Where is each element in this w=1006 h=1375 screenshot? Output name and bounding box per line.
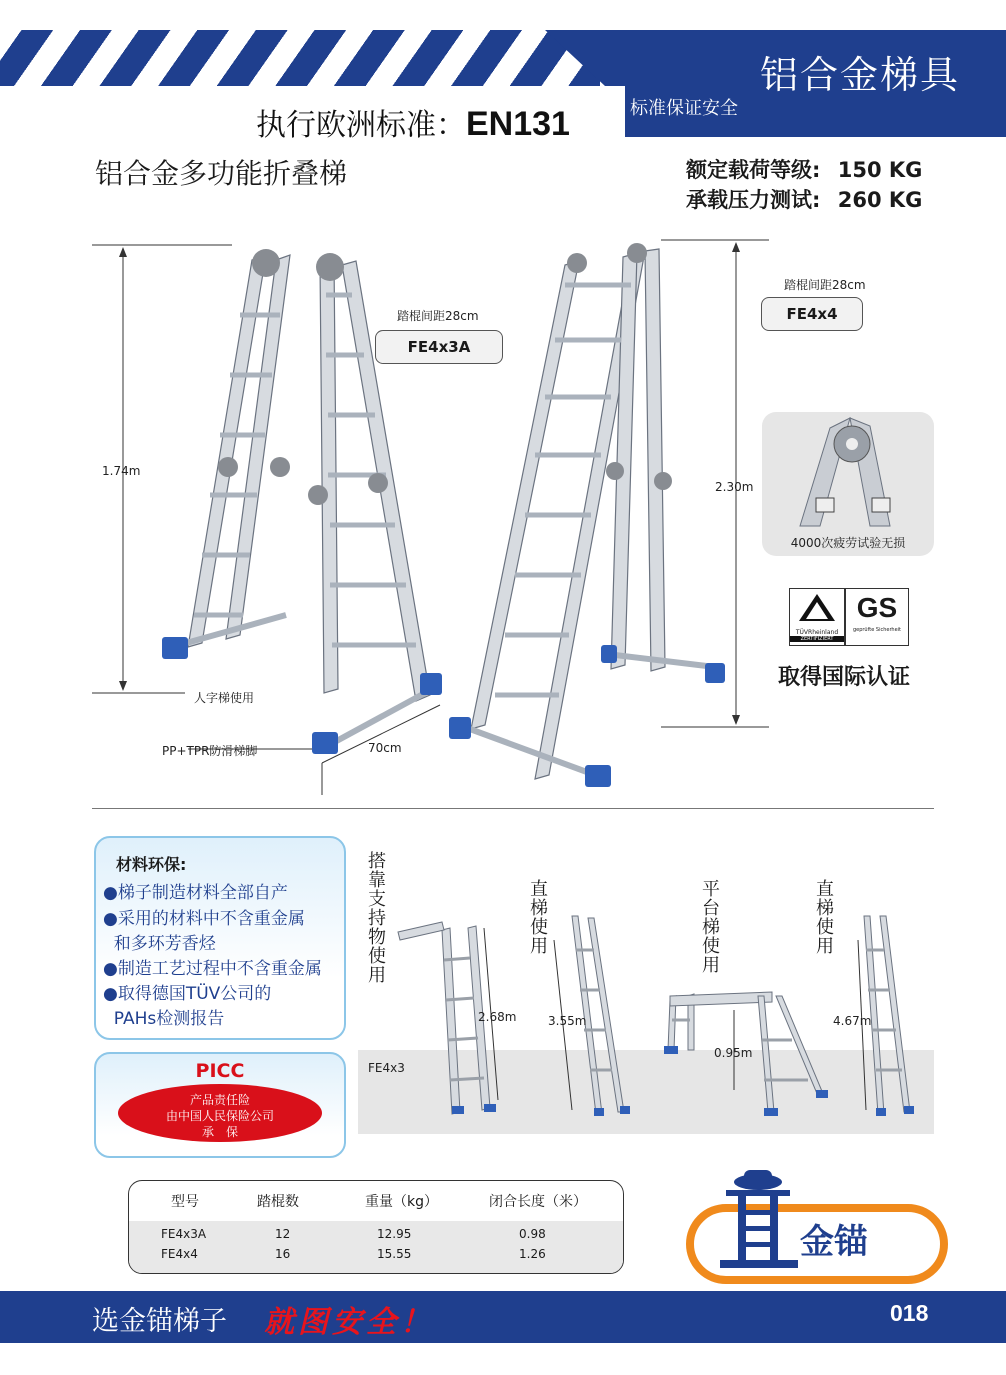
- use-platform-label: 平台梯使用: [702, 879, 720, 976]
- picc-line: 由中国人民保险公司: [165, 1109, 274, 1123]
- tuv-logo: [789, 588, 845, 646]
- use-straight-height-1: 3.55m: [548, 1014, 587, 1028]
- table-cell: FE4x4: [161, 1247, 198, 1261]
- spec-test-value: 260 KG: [837, 188, 923, 212]
- standard-line: [256, 100, 570, 144]
- usage-model-label: FE4x3: [368, 1061, 405, 1075]
- hinge-closeup-illustration: [790, 418, 910, 526]
- gs-logo-sub: geprüfte Sicherheit: [852, 627, 902, 633]
- header-stripes: [0, 30, 600, 86]
- materials-item: ●梯子制造材料全部自产: [103, 883, 288, 903]
- feet-label: PP+TPR防滑梯脚: [162, 744, 258, 758]
- use-lean-height: 2.68m: [478, 1010, 517, 1024]
- table-cell: 1.26: [519, 1247, 546, 1261]
- tuv-logo-sub: ZERTIFIZIERT: [790, 636, 844, 642]
- header-subtitle: 标准保证安全: [630, 98, 738, 119]
- footer-text: 选金锚梯子: [92, 1306, 227, 1337]
- standard-prefix: 执行欧洲标准：: [256, 108, 466, 143]
- materials-item: PAHs检测报告: [103, 1009, 225, 1029]
- right-spacing-label: 踏棍间距28cm: [784, 278, 866, 292]
- picc-line: 承 保: [201, 1125, 238, 1139]
- table-cell: FE4x3A: [161, 1227, 207, 1241]
- table-header: 闭合长度（米）: [489, 1194, 587, 1210]
- model-bubble-fe4x4: FE4x4: [761, 297, 863, 331]
- product-name: 铝合金多功能折叠梯: [95, 157, 348, 190]
- spec-load-label: 额定载荷等级:: [686, 158, 821, 182]
- left-height-label: 1.74m: [102, 464, 141, 478]
- table-header: 踏棍数: [257, 1194, 299, 1210]
- width-label: 70cm: [368, 741, 402, 755]
- use-straight-label-2: 直梯使用: [816, 879, 834, 957]
- table-cell: 16: [275, 1247, 291, 1261]
- spec-table: [128, 1180, 624, 1274]
- table-cell: 12: [275, 1227, 291, 1241]
- brand-logo-text: 金锚: [800, 1222, 868, 1262]
- table-cell: 0.98: [519, 1227, 546, 1241]
- gs-logo-text: GS: [856, 592, 898, 623]
- use-platform-height: 0.95m: [714, 1046, 753, 1060]
- table-header: 型号: [171, 1194, 199, 1210]
- standard-code: EN131: [466, 105, 570, 143]
- page-number: 018: [890, 1300, 929, 1326]
- table-cell: 12.95: [377, 1227, 412, 1241]
- use-straight-label-1: 直梯使用: [530, 879, 548, 957]
- right-height-label: 2.30m: [715, 480, 754, 494]
- picc-title: PICC: [195, 1060, 245, 1082]
- materials-title: 材料环保:: [116, 855, 187, 874]
- section-divider: [92, 808, 934, 809]
- footer-slogan: 就图安全！: [264, 1305, 434, 1340]
- table-body: [129, 1221, 623, 1273]
- tall-ladder-illustration: [445, 235, 775, 800]
- use-straight-height-2: 4.67m: [833, 1014, 872, 1028]
- materials-item: 和多环芳香烃: [103, 934, 216, 954]
- materials-item: ●制造工艺过程中不含重金属: [103, 959, 322, 979]
- page-title: 铝合金梯具: [760, 53, 961, 97]
- spec-test-label: 承载压力测试:: [686, 188, 821, 212]
- table-cell: 15.55: [377, 1247, 412, 1261]
- model-bubble-fe4x3a: FE4x3A: [375, 330, 503, 364]
- tuv-logo-text: TÜVRheinland: [795, 629, 839, 636]
- left-spacing-label: 踏棍间距28cm: [397, 309, 479, 323]
- spec-load: [686, 154, 922, 184]
- table-header: 重量（kg）: [365, 1194, 438, 1210]
- certification-caption: 取得国际认证: [778, 665, 911, 690]
- hinge-caption: 4000次疲劳试验无损: [790, 536, 906, 550]
- materials-item: ●取得德国TÜV公司的: [103, 984, 272, 1004]
- spec-test: [686, 184, 922, 214]
- picc-line: 产品责任险: [189, 1093, 250, 1107]
- spec-load-value: 150 KG: [837, 158, 923, 182]
- use-lean-label: 搭靠支持物使用: [368, 851, 386, 986]
- gs-logo: [845, 588, 909, 646]
- materials-item: ●采用的材料中不含重金属: [103, 909, 305, 929]
- brand-logo-mark: [716, 1168, 802, 1272]
- a-frame-use-label: 人字梯使用: [194, 691, 255, 705]
